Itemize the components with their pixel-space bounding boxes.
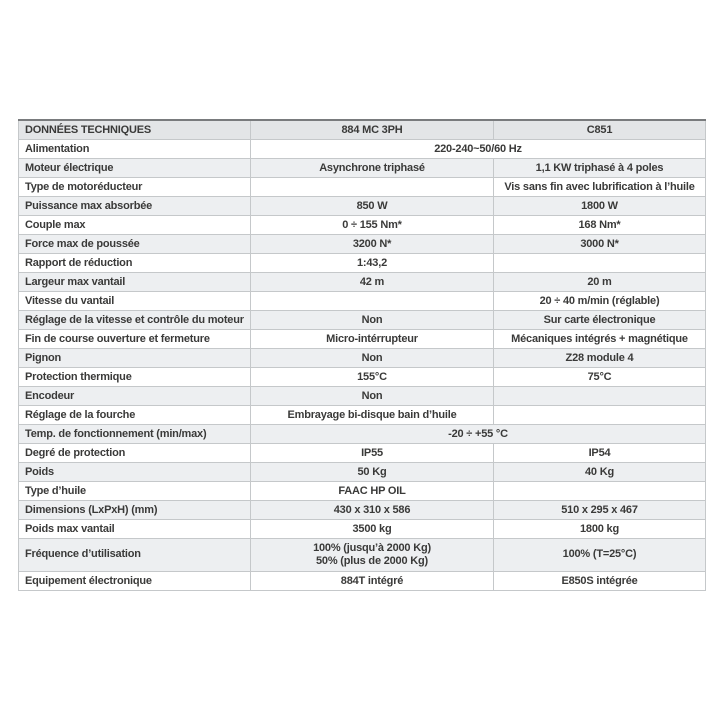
spec-value-884mc3ph: FAAC HP OIL xyxy=(251,481,494,500)
spec-label: Force max de poussée xyxy=(19,234,251,253)
spec-row xyxy=(19,139,706,158)
spec-row xyxy=(19,571,706,590)
spec-row xyxy=(19,234,706,253)
spec-row xyxy=(19,424,706,443)
spec-row xyxy=(19,291,706,310)
spec-row xyxy=(19,310,706,329)
spec-value-c851 xyxy=(494,253,706,272)
spec-label: Pignon xyxy=(19,348,251,367)
spec-value-c851 xyxy=(494,386,706,405)
spec-label: Degré de protection xyxy=(19,443,251,462)
spec-value-884mc3ph xyxy=(251,291,494,310)
spec-row xyxy=(19,348,706,367)
spec-value-c851: 1800 kg xyxy=(494,519,706,538)
spec-value-884mc3ph: Non xyxy=(251,348,494,367)
spec-value-merged: 220-240~50/60 Hz xyxy=(251,139,706,158)
spec-value-884mc3ph: 3500 kg xyxy=(251,519,494,538)
spec-label: Réglage de la vitesse et contrôle du moteur xyxy=(19,310,251,329)
spec-value-c851: Mécaniques intégrés + magnétique xyxy=(494,329,706,348)
spec-value-c851: 20 ÷ 40 m/min (réglable) xyxy=(494,291,706,310)
spec-row xyxy=(19,443,706,462)
spec-value-c851: 75°C xyxy=(494,367,706,386)
spec-value-c851: 510 x 295 x 467 xyxy=(494,500,706,519)
spec-label: Alimentation xyxy=(19,139,251,158)
table-header-title: DONNÉES TECHNIQUES xyxy=(19,120,251,139)
spec-row xyxy=(19,405,706,424)
spec-value-c851: 100% (T=25°C) xyxy=(494,538,706,571)
spec-value-884mc3ph: 884T intégré xyxy=(251,571,494,590)
spec-label: Poids max vantail xyxy=(19,519,251,538)
spec-value-884mc3ph: 0 ÷ 155 Nm* xyxy=(251,215,494,234)
spec-label: Type d’huile xyxy=(19,481,251,500)
spec-label: Poids xyxy=(19,462,251,481)
spec-label: Encodeur xyxy=(19,386,251,405)
spec-label: Vitesse du vantail xyxy=(19,291,251,310)
table-header-col-884mc3ph: 884 MC 3PH xyxy=(251,120,494,139)
spec-value-884mc3ph: 155°C xyxy=(251,367,494,386)
spec-value-c851: 3000 N* xyxy=(494,234,706,253)
spec-value-c851 xyxy=(494,481,706,500)
spec-row xyxy=(19,500,706,519)
spec-value-884mc3ph: 430 x 310 x 586 xyxy=(251,500,494,519)
spec-label: Largeur max vantail xyxy=(19,272,251,291)
spec-label: Type de motoréducteur xyxy=(19,177,251,196)
spec-value-884mc3ph: 50 Kg xyxy=(251,462,494,481)
spec-value-c851 xyxy=(494,405,706,424)
spec-row xyxy=(19,272,706,291)
spec-label: Equipement électronique xyxy=(19,571,251,590)
spec-label: Fréquence d’utilisation xyxy=(19,538,251,571)
spec-value-884mc3ph xyxy=(251,177,494,196)
spec-value-c851: IP54 xyxy=(494,443,706,462)
spec-label: Rapport de réduction xyxy=(19,253,251,272)
spec-value-884mc3ph: Non xyxy=(251,386,494,405)
spec-value-884mc3ph: Non xyxy=(251,310,494,329)
spec-row xyxy=(19,177,706,196)
spec-value-884mc3ph: Embrayage bi-disque bain d’huile xyxy=(251,405,494,424)
spec-value-c851: 168 Nm* xyxy=(494,215,706,234)
spec-label: Puissance max absorbée xyxy=(19,196,251,215)
table-body xyxy=(19,139,706,590)
technical-data-table xyxy=(18,119,706,591)
spec-row xyxy=(19,538,706,571)
spec-value-884mc3ph: 850 W xyxy=(251,196,494,215)
spec-value-884mc3ph: Micro-intérrupteur xyxy=(251,329,494,348)
spec-value-c851: 20 m xyxy=(494,272,706,291)
spec-value-c851: Z28 module 4 xyxy=(494,348,706,367)
spec-row xyxy=(19,215,706,234)
spec-value-c851: E850S intégrée xyxy=(494,571,706,590)
spec-row xyxy=(19,386,706,405)
spec-label: Dimensions (LxPxH) (mm) xyxy=(19,500,251,519)
spec-row xyxy=(19,196,706,215)
spec-row xyxy=(19,158,706,177)
spec-label: Temp. de fonctionnement (min/max) xyxy=(19,424,251,443)
spec-label: Couple max xyxy=(19,215,251,234)
table-header-col-c851: C851 xyxy=(494,120,706,139)
spec-row xyxy=(19,253,706,272)
spec-row xyxy=(19,519,706,538)
spec-row xyxy=(19,481,706,500)
spec-value-c851: 1,1 KW triphasé à 4 poles xyxy=(494,158,706,177)
spec-row xyxy=(19,367,706,386)
spec-row xyxy=(19,329,706,348)
spec-row xyxy=(19,462,706,481)
spec-label: Fin de course ouverture et fermeture xyxy=(19,329,251,348)
spec-label: Réglage de la fourche xyxy=(19,405,251,424)
spec-value-merged: -20 ÷ +55 °C xyxy=(251,424,706,443)
spec-value-884mc3ph: 1:43,2 xyxy=(251,253,494,272)
spec-value-884mc3ph: 3200 N* xyxy=(251,234,494,253)
spec-value-884mc3ph: Asynchrone triphasé xyxy=(251,158,494,177)
table-header-row xyxy=(19,120,706,139)
spec-label: Protection thermique xyxy=(19,367,251,386)
spec-value-c851: Vis sans fin avec lubrification à l’huile xyxy=(494,177,706,196)
spec-value-c851: 40 Kg xyxy=(494,462,706,481)
spec-value-884mc3ph: IP55 xyxy=(251,443,494,462)
spec-value-884mc3ph: 42 m xyxy=(251,272,494,291)
spec-value-c851: Sur carte électronique xyxy=(494,310,706,329)
spec-value-c851: 1800 W xyxy=(494,196,706,215)
spec-label: Moteur électrique xyxy=(19,158,251,177)
spec-value-884mc3ph: 100% (jusqu’à 2000 Kg) 50% (plus de 2000 Kg) xyxy=(251,538,494,571)
